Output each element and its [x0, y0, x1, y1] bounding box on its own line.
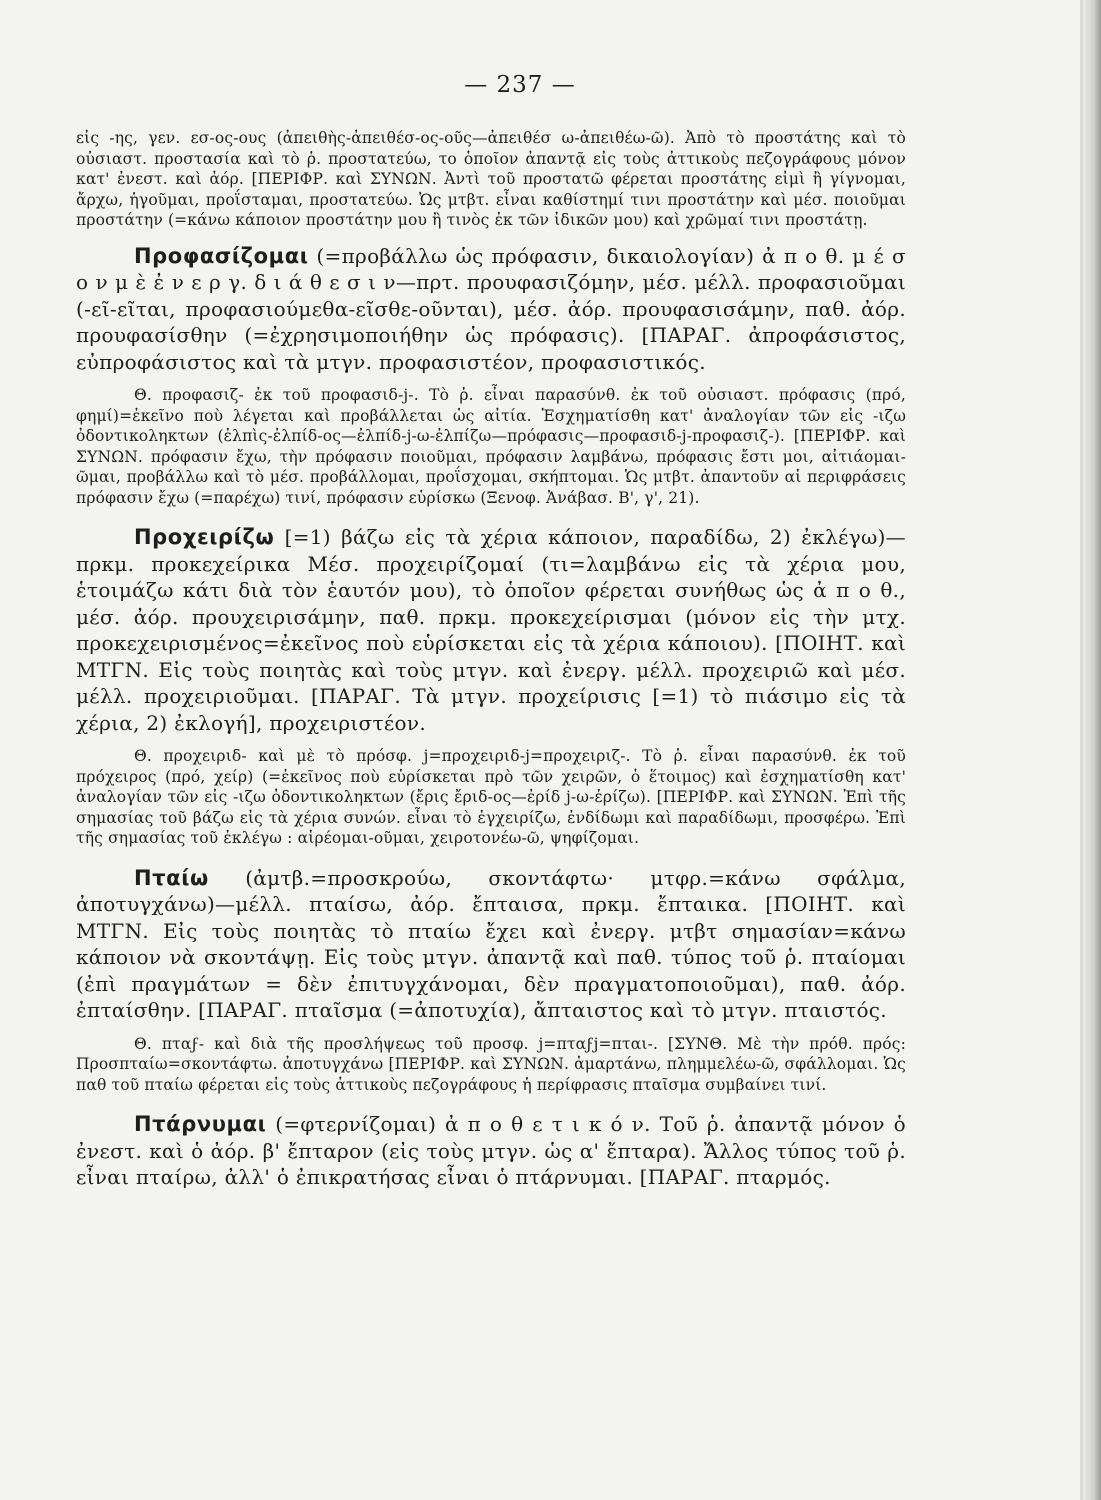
entry-body: (=φτερνίζομαι) ἀ π ο θ ε τ ι κ ό ν. Τοῦ ῥ. ἀπαντᾷ μόνον ὁ ἐνεστ. καὶ ὁ ἀόρ. β' ἔπταρον (εἰς τοὺς μτγν. ὡς α' ἔπταρα). Ἄλλος τύπος τοῦ ῥ. εἶναι πταίρω, ἀλλ' ὁ ἐπικρατήσας εἶναι ὁ πτάρνυμαι. [ΠΑΡΑΓ. πταρμός. [76, 1112, 906, 1189]
headword: Προφασίζομαι [134, 243, 309, 268]
entry-ptaio [76, 865, 906, 1024]
entry-body: (=προβάλλω ὡς πρόφασιν, δικαιολογίαν) ἀ π ο θ. μ έ σ ο ν μ ὲ ἐ ν ε ρ γ. δ ι ά θ ε σ ι ν—πρτ. προυφασιζόμην, μέσ. μέλλ. προφασιοῦμαι (-εῖ-εῖται, προφασιούμεθα-εῖσθε-οῦνται), μέσ. ἀόρ. προυφασισάμην, παθ. ἀόρ. προυφασίσθην (=ἐχρησιμοποιήθην ὡς πρόφασις). [ΠΑΡΑΓ. ἀπροφάσιστος, εὐπροφάσιστος καὶ τὰ μτγν. προφασιστέον, προφασιστικός. [76, 243, 906, 374]
page-body [76, 128, 906, 1201]
entry-prophasizomai-etymology: Θ. προφασιζ- ἐκ τοῦ προφασιδ-j-. Τὸ ῥ. εἶναι παρασύνθ. ἐκ τοῦ οὐσιαστ. πρόφασις (πρό, φημί)=ἐκεῖνο ποὺ λέγεται καὶ προβάλλεται ὡς αἰτία. Ἐσχηματίσθη κατ' ἀναλογίαν τῶν εἰς -ιζω ὀδοντικοληκτων (ἐλπὶς-ἐλπίδ-ος—ἐλπίδ-j-ω-ἐλπίζω—πρόφασις—προφασιδ-j-προφασιζ-). [ΠΕΡΙΦΡ. καὶ ΣΥΝΩΝ. πρόφασιν ἔχω, τὴν πρόφασιν ποιοῦμαι, πρόφασιν λαμβάνω, πρόφασις ἔστι μοι, αἰτιάομαι-ῶμαι, προβάλλω καὶ τὸ μέσ. προβάλλομαι, προΐσχομαι, σκήπτομαι. Ὡς μτβτ. ἀπαντοῦν αἱ περιφράσεις πρόφασιν ἔχω (=παρέχω) τινί, πρόφασιν εὑρίσκω (Ξενοφ. Ἀνάβασ. Β', γ', 21). [76, 386, 906, 507]
entry-body: (ἀμτβ.=προσκρούω, σκοντάφτω· μτφρ.=κάνω σφάλμα, ἀποτυγχάνω)—μέλλ. πταίσω, ἀόρ. ἔπταισα, πρκμ. ἔπταικα. [ΠΟΙΗΤ. καὶ ΜΤΓΝ. Εἰς τοὺς ποιητὰς τὸ πταίω ἔχει καὶ ἐνεργ. μτβτ σημασίαν=κάνω κάποιον νὰ σκοντάψῃ. Εἰς τοὺς μτγν. ἀπαντᾷ καὶ παθ. τύπος τοῦ ῥ. πταίομαι (ἐπὶ πραγμάτων = δὲν ἐπιτυγχάνομαι, δὲν πραγματοποιοῦμαι), παθ. ἀόρ. ἐπταίσθην. [ΠΑΡΑΓ. πταῖσμα (=ἀποτυχία), ἄπταιστος καὶ τὸ μτγν. πταιστός. [76, 865, 906, 1022]
page-edge [1083, 0, 1101, 1500]
entry-prophasizomai [76, 243, 906, 376]
headword: Προχειρίζω [134, 525, 275, 549]
entry-procheirizo-etymology: Θ. προχειριδ- καὶ μὲ τὸ πρόσφ. j=προχειριδ-j=προχειριζ-. Τὸ ῥ. εἶναι παρασύνθ. ἐκ τοῦ πρόχειρος (πρό, χείρ) (=ἐκεῖνος ποὺ εὑρίσκεται πρὸ τῶν χειρῶν, ὁ ἕτοιμος) καὶ ἐσχηματίσθη κατ' ἀναλογίαν τῶν εἰς -ιζω ὀδοντικοληκτων (ἔρις ἔριδ-ος—ἐρίδ j-ω-ἐρίζω). [ΠΕΡΙΦΡ. καὶ ΣΥΝΩΝ. Ἐπὶ τῆς σημασίας τοῦ βάζω εἰς τὰ χέρια συνών. εἶναι τὸ ἐγχειρίζω, ἐνδίδωμι καὶ παραδίδωμι, προσφέρω. Ἐπὶ τῆς σημασίας τοῦ ἐκλέγω : αἱρέομαι-οῦμαι, χειροτονέω-ῶ, ψηφίζομαι. [76, 747, 906, 847]
page-number: — 237 — [464, 72, 576, 98]
entry-procheirizo [76, 524, 906, 736]
headword: Πτάρνυμαι [134, 1112, 267, 1136]
headword: Πταίω [134, 865, 209, 890]
entry-ptaio-etymology: Θ. πταϝ- καὶ διὰ τῆς προσλήψεως τοῦ προσφ. j=πταϝj=πται-. [ΣΥΝΘ. Μὲ τὴν πρόθ. πρός: Προσπταίω=σκοντάφτω. ἀποτυγχάνω [ΠΕΡΙΦΡ. καὶ ΣΥΝΩΝ. ἁμαρτάνω, πλημμελέω-ῶ, σφάλλομαι. Ὡς παθ τοῦ πταίω φέρεται εἰς τοὺς ἀττικοὺς πεζογράφους ἡ περίφρασις πταῖσμα συμβαίνει τινί. [76, 1034, 906, 1094]
entry-prev-etymology: εἰς -ης, γεν. εσ-ος-ους (ἀπειθὴς-ἀπειθέσ-ος-οῦς—ἀπειθέσ ω-ἀπειθέω-ῶ). Ἀπὸ τὸ προστάτης καὶ τὸ οὐσιαστ. προστασία καὶ τὸ ῥ. προστατεύω, το ὁποῖον ἀπαντᾷ εἰς τοὺς ἀττικοὺς πεζογράφους μόνον κατ' ἐνεστ. καὶ ἀόρ. [ΠΕΡΙΦΡ. καὶ ΣΥΝΩΝ. Ἀντὶ τοῦ προστατῶ φέρεται προστάτης εἰμὶ ἢ γίγνομαι, ἄρχω, ἡγοῦμαι, προΐσταμαι, προστατεύω. Ὡς μτβτ. εἶναι καθίστημί τινι προστάτην καὶ μέσ. ποιοῦμαι προστάτην (=κάνω κάποιον προστάτην μου ἢ τινὸς ἐκ τῶν ἰδικῶν μου) καὶ χρῶμαί τινι προστάτῃ. [76, 129, 906, 229]
entry-body: [=1) βάζω εἰς τὰ χέρια κάποιον, παραδίδω, 2) ἐκλέγω)—πρκμ. προκεχείρικα Μέσ. προχειρίζομαί (τι=λαμβάνω εἰς τὰ χέρια μου, ἑτοιμάζω κάτι διὰ τὸν ἑαυτόν μου), τὸ ὁποῖον φέρεται συνήθως ὡς ἀ π ο θ., μέσ. ἀόρ. προυχειρισάμην, παθ. πρκμ. προκεχείρισμαι (μόνον εἰς τὴν μτχ. προκεχειρισμένος=ἐκεῖνος ποὺ εὑρίσκεται εἰς τὰ χέρια κάποιου). [ΠΟΙΗΤ. καὶ ΜΤΓΝ. Εἰς τοὺς ποιητὰς καὶ τοὺς μτγν. καὶ ἐνεργ. μέλλ. προχειριῶ καὶ μέσ. μέλλ. προχειριοῦμαι. [ΠΑΡΑΓ. Τὰ μτγν. προχείρισις [=1) τὸ πιάσιμο εἰς τὰ χέρια, 2) ἐκλογή], προχειριστέον. [76, 525, 906, 735]
entry-ptarnymai [76, 1111, 906, 1191]
